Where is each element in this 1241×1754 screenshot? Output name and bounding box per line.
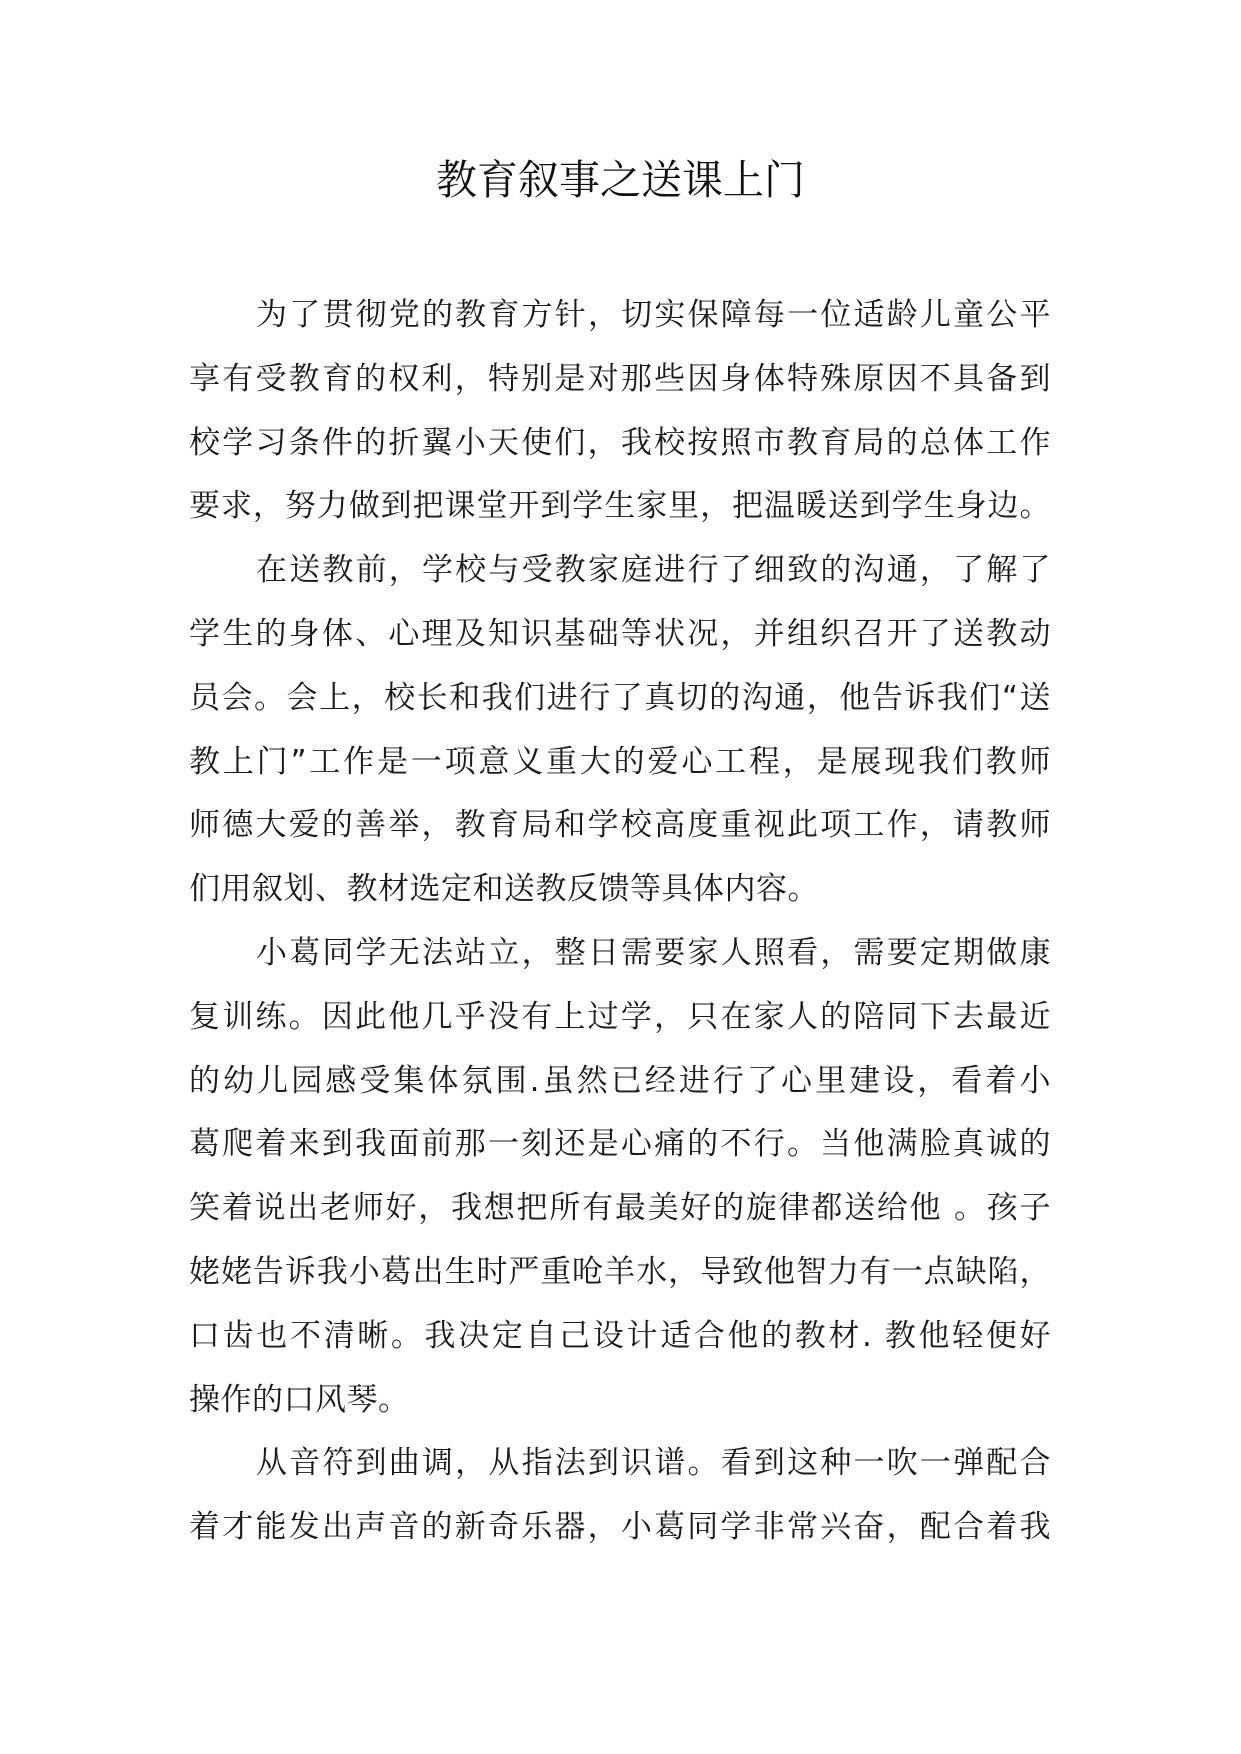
text-line: 姥姥告诉我小葛出生时严重呛羊水，导致他智力有一点缺陷， [189, 1253, 1051, 1290]
text-line: 着才能发出声音的新奇乐器，小葛同学非常兴奋，配合着我 [189, 1509, 1051, 1546]
text-line: 在送教前，学校与受教家庭进行了细致的沟通，了解了 [256, 552, 1051, 589]
text-line: 小葛同学无法站立，整日需要家人照看，需要定期做康 [256, 934, 1051, 971]
text-line: 为了贯彻党的教育方针，切实保障每一位适龄儿童公平 [256, 297, 1051, 333]
text-line: 笑着说出老师好，我想把所有最美好的旋律都送给他 。孩子 [189, 1190, 1051, 1227]
document-title: 教育叙事之送课上门 [436, 156, 805, 204]
text-line: 口齿也不清晰。我决定自己设计适合他的教材. 教他轻便好 [189, 1317, 1051, 1354]
text-line: 员会。会上，校长和我们进行了真切的沟通，他告诉我们“送 [189, 679, 1051, 716]
text-line: 的幼儿园感受集体氛围.虽然已经进行了心里建设，看着小 [189, 1062, 1051, 1099]
text-line: 从音符到曲调，从指法到识谱。看到这种一吹一弹配合 [256, 1445, 1051, 1482]
text-line: 享有受教育的权利，特别是对那些因身体特殊原因不具备到 [189, 360, 1051, 397]
text-line: 复训练。因此他几乎没有上过学，只在家人的陪同下去最近 [189, 998, 1051, 1035]
text-line: 葛爬着来到我面前那一刻还是心痛的不行。当他满脸真诚的 [189, 1126, 1051, 1163]
document-body [189, 284, 1051, 1560]
text-line: 教上门”工作是一项意义重大的爱心工程，是展现我们教师 [189, 743, 1051, 780]
text-line: 操作的口风琴。 [189, 1381, 410, 1418]
paragraph-4 [189, 1432, 1051, 1560]
paragraph-1 [189, 284, 1051, 539]
text-line: 师德大爱的善举，教育局和学校高度重视此项工作，请教师 [189, 807, 1051, 844]
text-line: 们用叙划、教材选定和送教反馈等具体内容。 [189, 871, 819, 908]
text-line: 校学习条件的折翼小天使们，我校按照市教育局的总体工作 [189, 424, 1051, 461]
text-line: 要求，努力做到把课堂开到学生家里，把温暖送到学生身边。 [189, 488, 1051, 525]
text-line: 学生的身体、心理及知识基础等状况，并组织召开了送教动 [189, 615, 1051, 652]
paragraph-2 [189, 539, 1051, 922]
paragraph-3 [189, 922, 1051, 1432]
